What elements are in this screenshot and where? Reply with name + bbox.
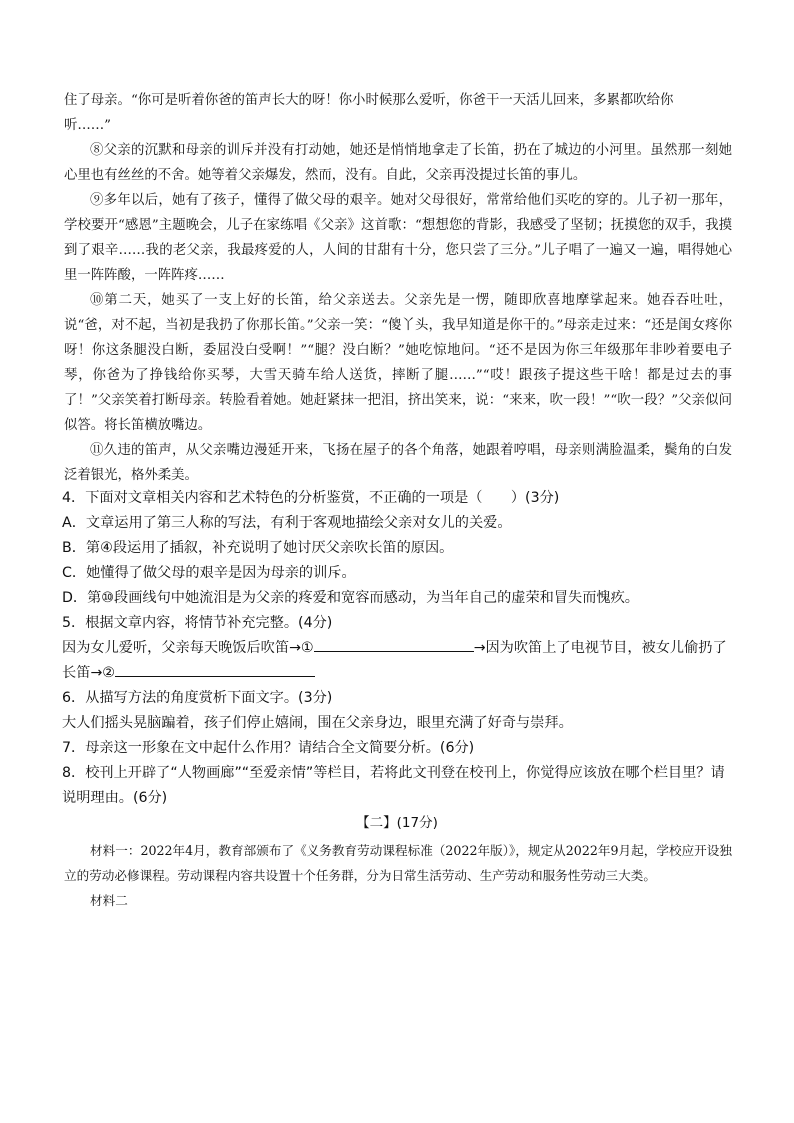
story-line: 住了母亲。“你可是听着你爸的笛声长大的呀！你小时候那么爱听，你爸干一天活儿回来，多累都吹给你 <box>64 93 674 108</box>
story-paragraph-9: ⑨多年以后，她有了孩子，懂得了做父母的艰辛。她对父母很好，常常给他们买吃的穿的。儿子初一那年，学校要开“感恩”主题晚会，儿子在家练唱《父亲》这首歌：“想想您的背影，我感受了坚韧；抚摸您的双手，我摸到了艰辛……我的老父亲，我最疼爱的人，人间的甘甜有十分，您只尝了三分。”儿子唱了一遍又一遍，唱得她心里一阵阵酸，一阵阵疼…… <box>64 193 732 283</box>
question-5-plot-line: 因为女儿爱听，父亲每天晚饭后吹笛→① →因为吹笛上了电视节目，被女儿偷扔了 <box>62 636 732 661</box>
story-paragraph-10: ⑩第二天，她买了一支上好的长笛，给父亲送去。父亲先是一愣，随即欣喜地摩挲起来。她吞吞吐吐，说“爸，对不起，当初是我扔了你那长笛。”父亲一笑：“傻丫头，我早知道是你干的。”母亲走过来：“还是闺女疼你呀！你这条腿没白断，委屈没白受啊！”“腿？没白断？”她吃惊地问。“还不是因为你三年级那年非吵着要电子琴，你爸为了挣钱给你买琴，大雪天骑车给人送货，摔断了腿……”“哎！跟孩子提这些干啥！都是过去的事了！”父亲笑着打断母亲。转脸看着她。她赶紧抹一把泪，挤出笑来，说：“来来，吹一段！”“吹一段？”父亲似问似答。将长笛横放嘴边。 <box>64 293 732 433</box>
answer-blank-1[interactable] <box>314 636 474 652</box>
story-passage <box>64 88 732 488</box>
material-block <box>64 838 732 913</box>
answer-blank-2[interactable] <box>115 661 315 677</box>
material-one: 材料一：2022年4月，教育部颁布了《义务教育劳动课程标准（2022年版）》，规定从2022年9月起，学校应开设独立的劳动必修课程。劳动课程内容共设置十个任务群，分为日常生活劳动、生产劳动和服务性劳动三大类。 <box>64 843 732 883</box>
question-5-plot-line-2: 长笛→② <box>62 661 732 686</box>
material-two-label: 材料二 <box>90 893 128 908</box>
question-5: 5．根据文章内容，将情节补充完整。(4分) <box>62 615 333 631</box>
section-title: 【二】(17分) <box>356 815 438 831</box>
question-8: 8．校刊上开辟了“人物画廊”“至爱亲情”等栏目，若将此文刊登在校刊上，你觉得应该放在哪个栏目里？请 说明理由。(6分) <box>62 765 725 806</box>
question-4-option-a: A．文章运用了第三人称的写法，有利于客观地描绘父亲对女儿的关爱。 <box>62 515 512 531</box>
question-4-option-d: D．第⑩段画线句中她流泪是为父亲的疼爱和宽容而感动，为当年自己的虚荣和冒失而愧疚。 <box>62 590 639 606</box>
story-paragraph-11: ⑪久违的笛声，从父亲嘴边漫延开来，飞扬在屋子的各个角落，她跟着哼唱，母亲则满脸温柔，鬓角的白发泛着银光，格外柔美。 <box>64 443 732 483</box>
story-line: 听……” <box>64 118 112 133</box>
question-4-option-c: C．她懂得了做父母的艰辛是因为母亲的训斥。 <box>62 565 356 581</box>
story-paragraph-7-end <box>64 88 732 138</box>
question-4: 4．下面对文章相关内容和艺术特色的分析鉴赏，不正确的一项是（ ）(3分) <box>62 490 560 506</box>
question-6: 6．从描写方法的角度赏析下面文字。(3分) <box>62 690 333 706</box>
story-paragraph-8: ⑧父亲的沉默和母亲的训斥并没有打动她，她还是悄悄地拿走了长笛，扔在了城边的小河里。虽然那一刻她心里也有丝丝的不舍。她等着父亲爆发，然而，没有。自此，父亲再没提过长笛的事儿。 <box>64 143 732 183</box>
question-4-option-b: B．第④段运用了插叙，补充说明了她讨厌父亲吹长笛的原因。 <box>62 540 454 556</box>
question-7: 7．母亲这一形象在文中起什么作用？请结合全文简要分析。(6分) <box>62 740 475 756</box>
question-list <box>62 486 732 811</box>
question-6-quote: 大人们摇头晃脑蹁着，孩子们停止嬉闹，围在父亲身边，眼里充满了好奇与崇拜。 <box>62 715 573 731</box>
